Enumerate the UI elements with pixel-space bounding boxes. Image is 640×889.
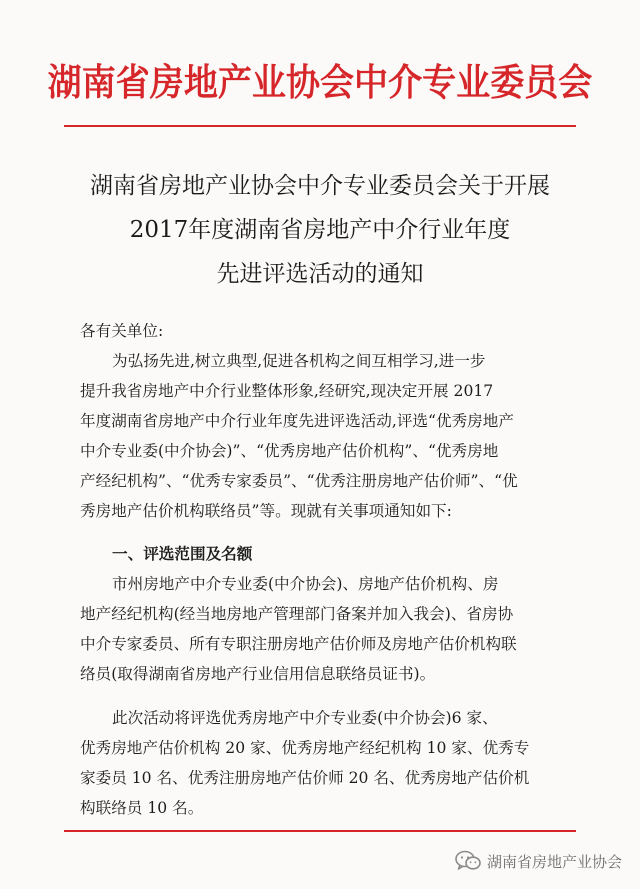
paragraph-scope: [80, 569, 572, 689]
notice-title-line-3: 先进评选活动的通知: [216, 261, 424, 287]
paragraph-line: 为弘扬先进,树立典型,促进各机构之间互相学习,进一步: [112, 352, 486, 370]
paragraph-line: 中介专家委员、所有专职注册房地产估价师及房地产估价机构联: [80, 635, 517, 653]
footer-red-rule: [64, 830, 576, 832]
paragraph-line: 优秀房地产估价机构 20 家、优秀房地产经纪机构 10 家、优秀专: [80, 739, 530, 757]
watermark-account-name: 湖南省房地产业协会: [486, 852, 622, 871]
paragraph-line: 市州房地产中介专业委(中介协会)、房地产估价机构、房: [112, 575, 499, 593]
section-heading: 一、评选范围及名额: [112, 544, 253, 563]
notice-title-line-1: 湖南省房地产业协会中介专业委员会关于开展: [90, 173, 550, 199]
paragraph-line: 产经纪机构”、“优秀专家委员”、“优秀注册房地产估价师”、“优: [80, 472, 518, 490]
letterhead-red-rule: [64, 125, 576, 127]
paragraph-line: 络员(取得湖南省房地产行业信用信息联络员证书)。: [80, 665, 436, 683]
salutation: 各有关单位:: [80, 322, 164, 340]
paragraph-intro: [80, 346, 572, 526]
letterhead-title: 湖南省房地产业协会中介专业委员会: [47, 60, 593, 104]
paragraph-line: 此次活动将评选优秀房地产中介专业委(中介协会)6 家、: [112, 709, 498, 727]
paragraph-line: 秀房地产估价机构联络员”等。现就有关事项通知如下:: [80, 502, 452, 520]
paragraph-line: 年度湖南省房地产中介行业年度先进评选活动,评选“优秀房地产: [80, 412, 514, 430]
paragraph-line: 构联络员 10 名。: [80, 799, 204, 817]
paragraph-line: 家委员 10 名、优秀注册房地产估价师 20 名、优秀房地产估价机: [80, 769, 530, 787]
paragraph-line: 地产经纪机构(经当地房地产管理部门备案并加入我会)、省房协: [80, 605, 514, 623]
wechat-icon: [455, 850, 481, 872]
paragraph-quota: [80, 703, 572, 823]
notice-title-line-2: 2017年度湖南省房地产中介行业年度: [129, 217, 511, 243]
paragraph-line: 中介专业委(中介协会)”、“优秀房地产估价机构”、“优秀房地: [80, 442, 499, 460]
paragraph-line: 提升我省房地产中介行业整体形象,经研究,现决定开展 2017: [80, 382, 494, 400]
wechat-watermark: [455, 848, 622, 874]
